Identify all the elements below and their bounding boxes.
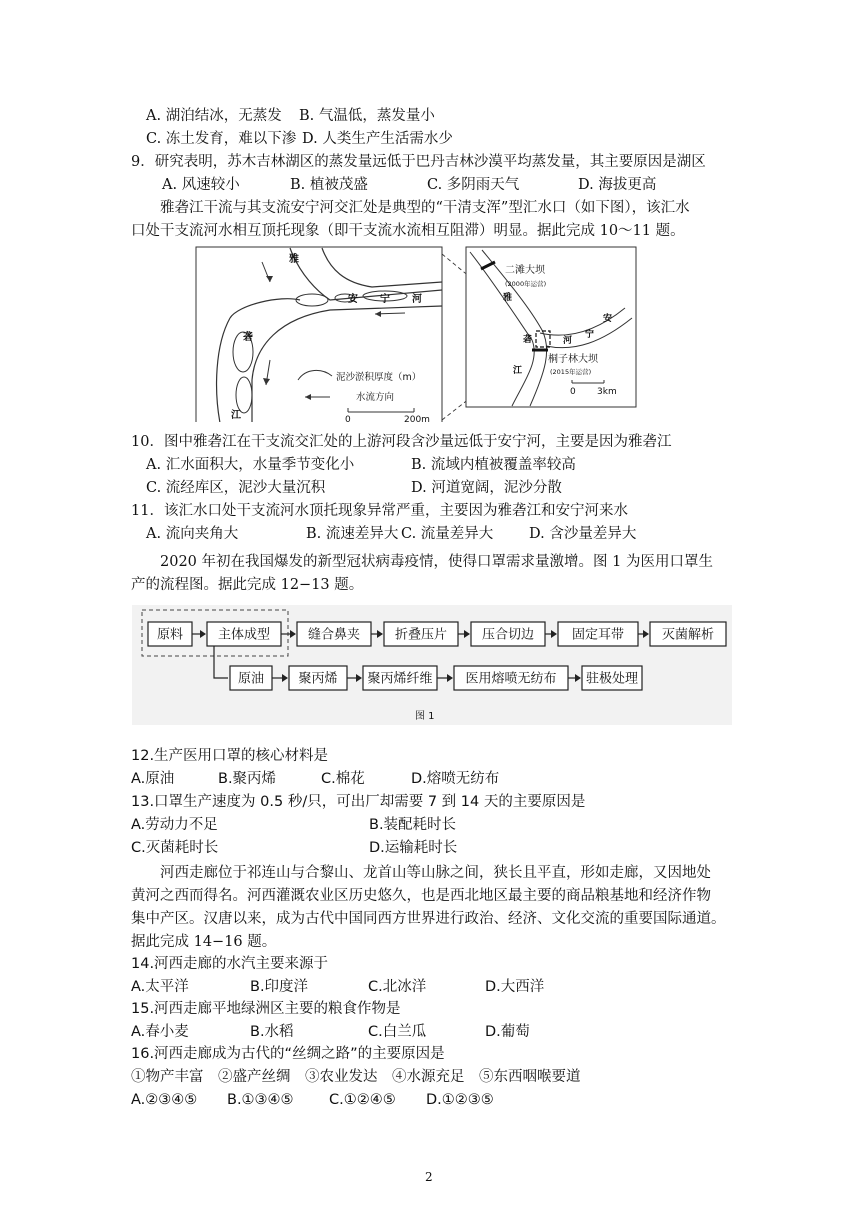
q16-stem: 16.河西走廊成为古代的“丝绸之路”的主要原因是 [131, 1046, 445, 1062]
passage3-line4: 据此完成 14−16 题。 [131, 934, 277, 950]
passage2-line2: 产的流程图。据此完成 12−13 题。 [131, 577, 364, 593]
flow-row2-label-2: 聚丙烯 [298, 671, 338, 687]
q16-option-b: B.①③④⑤ [227, 1092, 294, 1108]
right-map-label-long: 砻 [523, 335, 533, 345]
dam1-note: (2000年运营) [505, 280, 547, 288]
flow-row1-label-6: 固定耳带 [571, 627, 625, 643]
dam1-name: 二滩大坝 [505, 265, 545, 276]
q8-option-d: D. 人类生产生活需水少 [302, 131, 453, 147]
left-map-label-an: 安 [348, 294, 358, 305]
q16-option-a: A.②③④⑤ [131, 1092, 198, 1108]
dam2-note: (2015年运营) [550, 368, 592, 376]
q12-option-d: D.熔喷无纺布 [411, 771, 500, 787]
q9-option-c: C. 多阴雨天气 [427, 177, 520, 193]
flow-row1-label-4: 折叠压片 [394, 627, 448, 643]
dam2-name: 桐子林大坝 [548, 354, 598, 365]
q11-option-a: A. 流向夹角大 [146, 526, 239, 542]
passage1-line1: 雅砻江干流与其支流安宁河交汇处是典型的“干清支浑”型汇水口（如下图），该汇水 [160, 200, 690, 216]
right-map-label-ya: 雅 [503, 293, 513, 303]
left-scale-zero: 0 [345, 415, 351, 422]
passage3-line2: 黄河之西而得名。河西灌溉农业区历史悠久，也是西北地区最主要的商品粮基地和经济作物 [131, 888, 711, 904]
q14-option-d: D.大西洋 [485, 979, 545, 995]
q13-option-c: C.灭菌耗时长 [131, 840, 219, 856]
left-map-label-jiang: 江 [231, 410, 241, 421]
q8-option-c: C. 冻土发育，难以下渗 [146, 131, 297, 147]
q9-option-a: A. 风速较小 [162, 177, 240, 193]
q15-option-b: B.水稻 [250, 1024, 294, 1040]
left-map-label-long: 砻 [243, 332, 253, 343]
q14-option-b: B.印度洋 [250, 979, 309, 995]
q9-stem: 9．研究表明，苏木吉林湖区的蒸发量远低于巴丹吉林沙漠平均蒸发量，其主要原因是湖区 [131, 154, 706, 170]
q15-option-a: A.春小麦 [131, 1024, 189, 1040]
legend-flow-direction: 水流方向 [356, 392, 395, 403]
passage2-line1: 2020 年初在我国爆发的新型冠状病毒疫情，使得口罩需求量激增。图 1 为医用口罩生 [160, 554, 713, 570]
left-map-label-ya: 雅 [289, 254, 299, 265]
page-number: 2 [425, 1170, 433, 1184]
right-map-label-jiang: 江 [513, 366, 523, 376]
q13-option-a: A.劳动力不足 [131, 817, 218, 833]
q14-option-a: A.太平洋 [131, 979, 189, 995]
q12-stem: 12.生产医用口罩的核心材料是 [131, 748, 329, 764]
q10-stem: 10．图中雅砻江在干支流交汇处的上游河段含沙量远低于安宁河，主要是因为雅砻江 [131, 434, 672, 450]
q11-stem: 11．该汇水口处干支流河水顶托现象异常严重，主要因为雅砻江和安宁河来水 [131, 503, 628, 519]
q12-option-b: B.聚丙烯 [218, 771, 277, 787]
flow-row1-label-2: 主体成型 [217, 627, 271, 643]
right-map-label-ning: 宁 [585, 330, 595, 340]
q16-items: ①物产丰富 ②盛产丝绸 ③农业发达 ④水源充足 ⑤东西咽喉要道 [131, 1069, 581, 1085]
q14-stem: 14.河西走廊的水汽主要来源于 [131, 956, 329, 972]
passage3-line1: 河西走廊位于祁连山与合黎山、龙首山等山脉之间，狭长且平直，形如走廊，又因地处 [160, 865, 711, 881]
q11-option-c: C. 流量差异大 [401, 526, 494, 542]
q15-stem: 15.河西走廊平地绿洲区主要的粮食作物是 [131, 1001, 401, 1017]
flow-row1-label-5: 压合切边 [481, 627, 535, 643]
right-map-label-he: 河 [563, 336, 573, 346]
q10-option-c: C. 流经库区，泥沙大量沉积 [146, 480, 326, 496]
q8-option-a: A. 湖泊结冰，无蒸发 [146, 108, 282, 124]
q15-option-c: C.白兰瓜 [368, 1024, 427, 1040]
q13-stem: 13.口罩生产速度为 0.5 秒/只，可出厂却需要 7 到 14 天的主要原因是 [131, 794, 586, 810]
left-map-label-ning: 宁 [380, 294, 390, 305]
q13-option-d: D.运输耗时长 [369, 840, 458, 856]
q10-option-d: D. 河道宽阔，泥沙分散 [411, 480, 562, 496]
right-map-label-an: 安 [603, 314, 613, 324]
q15-option-d: D.葡萄 [485, 1024, 530, 1040]
q16-option-c: C.①②④⑤ [329, 1092, 396, 1108]
q9-option-b: B. 植被茂盛 [290, 177, 368, 193]
right-scale-end: 3km [597, 387, 617, 397]
flow-row1-label-1: 原料 [156, 627, 184, 643]
left-scale-end: 200m [404, 415, 430, 422]
river-confluence-map [0, 242, 860, 422]
q16-option-d: D.①②③⑤ [426, 1092, 494, 1108]
mask-production-flowchart [0, 600, 860, 730]
q12-option-c: C.棉花 [321, 771, 365, 787]
q9-option-d: D. 海拔更高 [578, 177, 657, 193]
legend-sediment-thickness: 泥沙淤积厚度（m） [336, 372, 422, 383]
q10-option-b: B. 流域内植被覆盖率较高 [411, 457, 576, 473]
q14-option-c: C.北冰洋 [368, 979, 427, 995]
flow-row2-label-3: 聚丙烯纤维 [367, 671, 433, 687]
q12-option-a: A.原油 [131, 771, 175, 787]
q13-option-b: B.装配耗时长 [369, 817, 457, 833]
flowchart-caption: 图 1 [415, 711, 435, 722]
flow-row2-label-4: 医用熔喷无纺布 [465, 671, 557, 687]
q11-option-b: B. 流速差异大 [306, 526, 399, 542]
flow-row2-label-1: 原油 [237, 671, 265, 687]
right-scale-zero: 0 [570, 387, 576, 397]
q8-option-b: B. 气温低，蒸发量小 [299, 108, 435, 124]
passage1-line2: 口处干支流河水相互顶托现象（即干支流水流相互阻滞）明显。据此完成 10～11 题。 [131, 223, 685, 239]
q10-option-a: A. 汇水面积大，水量季节变化小 [146, 457, 355, 473]
passage3-line3: 集中产区。汉唐以来，成为古代中国同西方世界进行政治、经济、文化交流的重要国际通道。 [131, 911, 726, 927]
flow-row2-label-5: 驻极处理 [585, 671, 639, 687]
flow-row1-label-7: 灭菌解析 [661, 627, 715, 643]
q11-option-d: D. 含沙量差异大 [529, 526, 637, 542]
left-map-label-he: 河 [412, 294, 422, 305]
flow-row1-label-3: 缝合鼻夹 [307, 627, 361, 643]
